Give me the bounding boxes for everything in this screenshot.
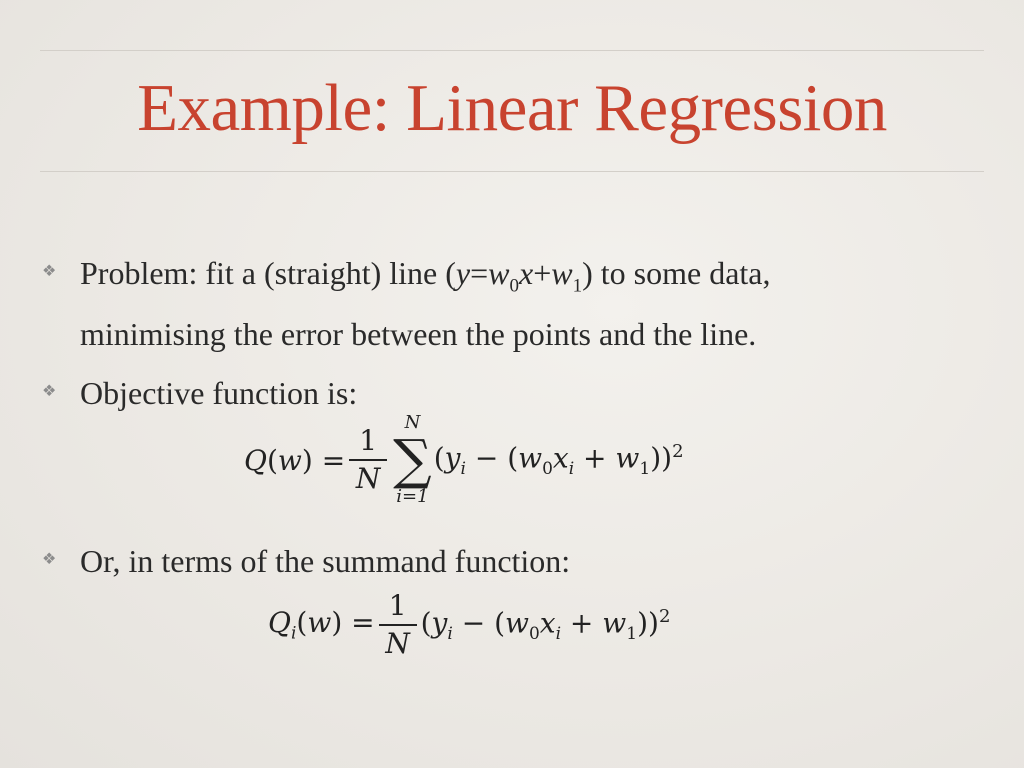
summation: N ∑ i=1 — [393, 412, 432, 507]
bullet-text: Or, in terms of the summand function: — [80, 543, 571, 579]
sigma-icon: ∑ — [393, 428, 432, 491]
bullet-diamond-icon: ❖ — [42, 381, 57, 400]
bullet-diamond-icon: ❖ — [42, 261, 57, 280]
problem-text-after: ) to some data, — [582, 255, 771, 291]
slide-title: Example: Linear Regression — [137, 71, 887, 145]
line-equation: $y=w_0x+w_1$ — [455, 255, 583, 297]
eq1-lhs: Q(w) = — [244, 443, 346, 477]
bullet-text: Objective function is: — [80, 375, 358, 411]
eq2-lhs: $Q_i(w)$ = — [268, 606, 375, 644]
top-divider — [40, 50, 984, 51]
bullet-diamond-icon: ❖ — [42, 549, 57, 568]
eq1-body: $(y_i - (w_0x_i + w_1))^2$ — [433, 441, 684, 479]
summand-equation — [268, 588, 670, 662]
problem-text-before: Problem: fit a (straight) line ( — [80, 255, 456, 291]
eq1-fraction: $\frac{1}{N}$ — [349, 423, 387, 497]
bullet-summand — [42, 537, 982, 586]
eq2-fraction: $\frac{1}{N}$ — [379, 588, 417, 662]
problem-text-line2: minimising the error between the points and the line. — [80, 316, 757, 353]
title-divider — [40, 171, 984, 172]
bullet-objective — [42, 369, 982, 418]
bullet-text — [80, 249, 770, 359]
bullet-problem — [42, 249, 982, 359]
eq2-body: $(y_i - (w_0x_i + w_1))^2$ — [420, 606, 671, 644]
objective-equation — [244, 412, 684, 508]
